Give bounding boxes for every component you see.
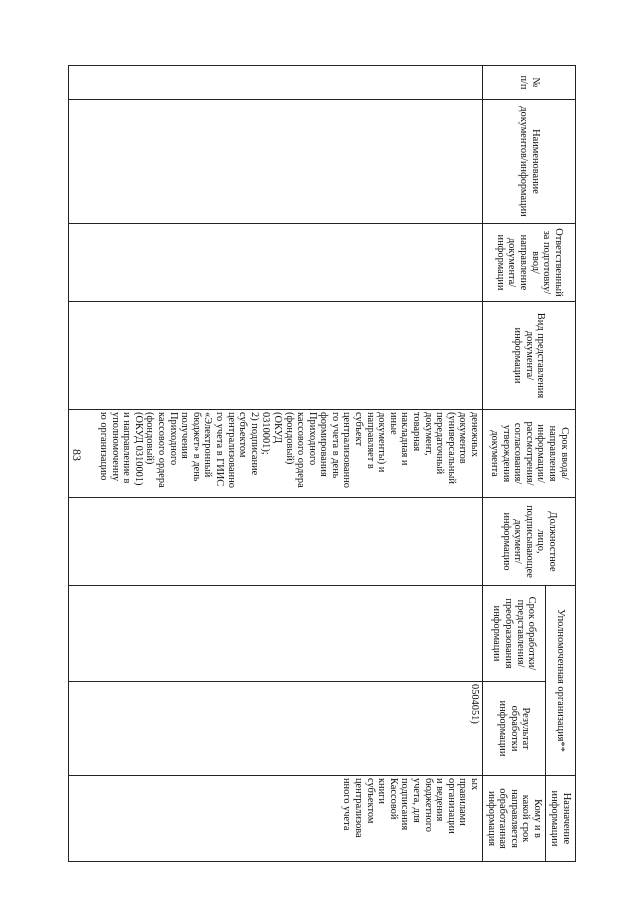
header-auth-deadline: Срок обработки/ представления/ преобразования информации [483, 586, 546, 682]
header-auth-result: Результат обработки информации [483, 682, 546, 776]
page-number: 83 [70, 449, 84, 461]
table-sheet [68, 65, 576, 861]
document-table [68, 65, 576, 862]
cell-deadline: денежных документов (универсальный передаточный документ, товарная накладная и иные документы) и направляет в субъект централизованно го учета в день формирования Приходного кассового ордера (фондовый) (ОКУД 0310001); 2) подписание субъектом централизованно го учета в ГИИС «Электронный бюджет» в день получения Приходного кассового ордера (фондовый) (ОКУД 0310001) и направление в уполномоченну ю организацию [69, 410, 483, 498]
header-responsible: Ответственный за подготовку/ ввод/ направление документа/ информации [483, 224, 576, 302]
header-name: Наименование документов/информации [483, 100, 576, 224]
header-deadline: Срок ввода/ направления информации/ рассмотрения/ согласования/ утверждения документа [483, 410, 576, 498]
header-authorized-org: Уполномоченная организация** [546, 586, 576, 776]
header-purpose-sub: Кому и в какой срок направляется обработанная информация [483, 776, 546, 862]
cell-purpose: ых правилами организации и ведения бюджетного учета, для подписания Кассовой книги субъектом централизова нного учета [69, 776, 483, 862]
cell-official [69, 498, 483, 586]
cell-num [69, 66, 483, 100]
cell-auth-deadline [69, 586, 483, 682]
header-num: № п/п [483, 66, 576, 100]
cell-name [69, 100, 483, 224]
cell-type [69, 302, 483, 410]
header-type: Вид представления документа/ информации [483, 302, 576, 410]
cell-responsible [69, 224, 483, 302]
table-row [69, 66, 483, 862]
cell-auth-result: 0504051) [69, 682, 483, 776]
header-purpose: Назначение информации [546, 776, 576, 862]
header-official: Должностное лицо, подписывающее документ/ информацию [483, 498, 576, 586]
rotated-table-area [68, 65, 576, 861]
